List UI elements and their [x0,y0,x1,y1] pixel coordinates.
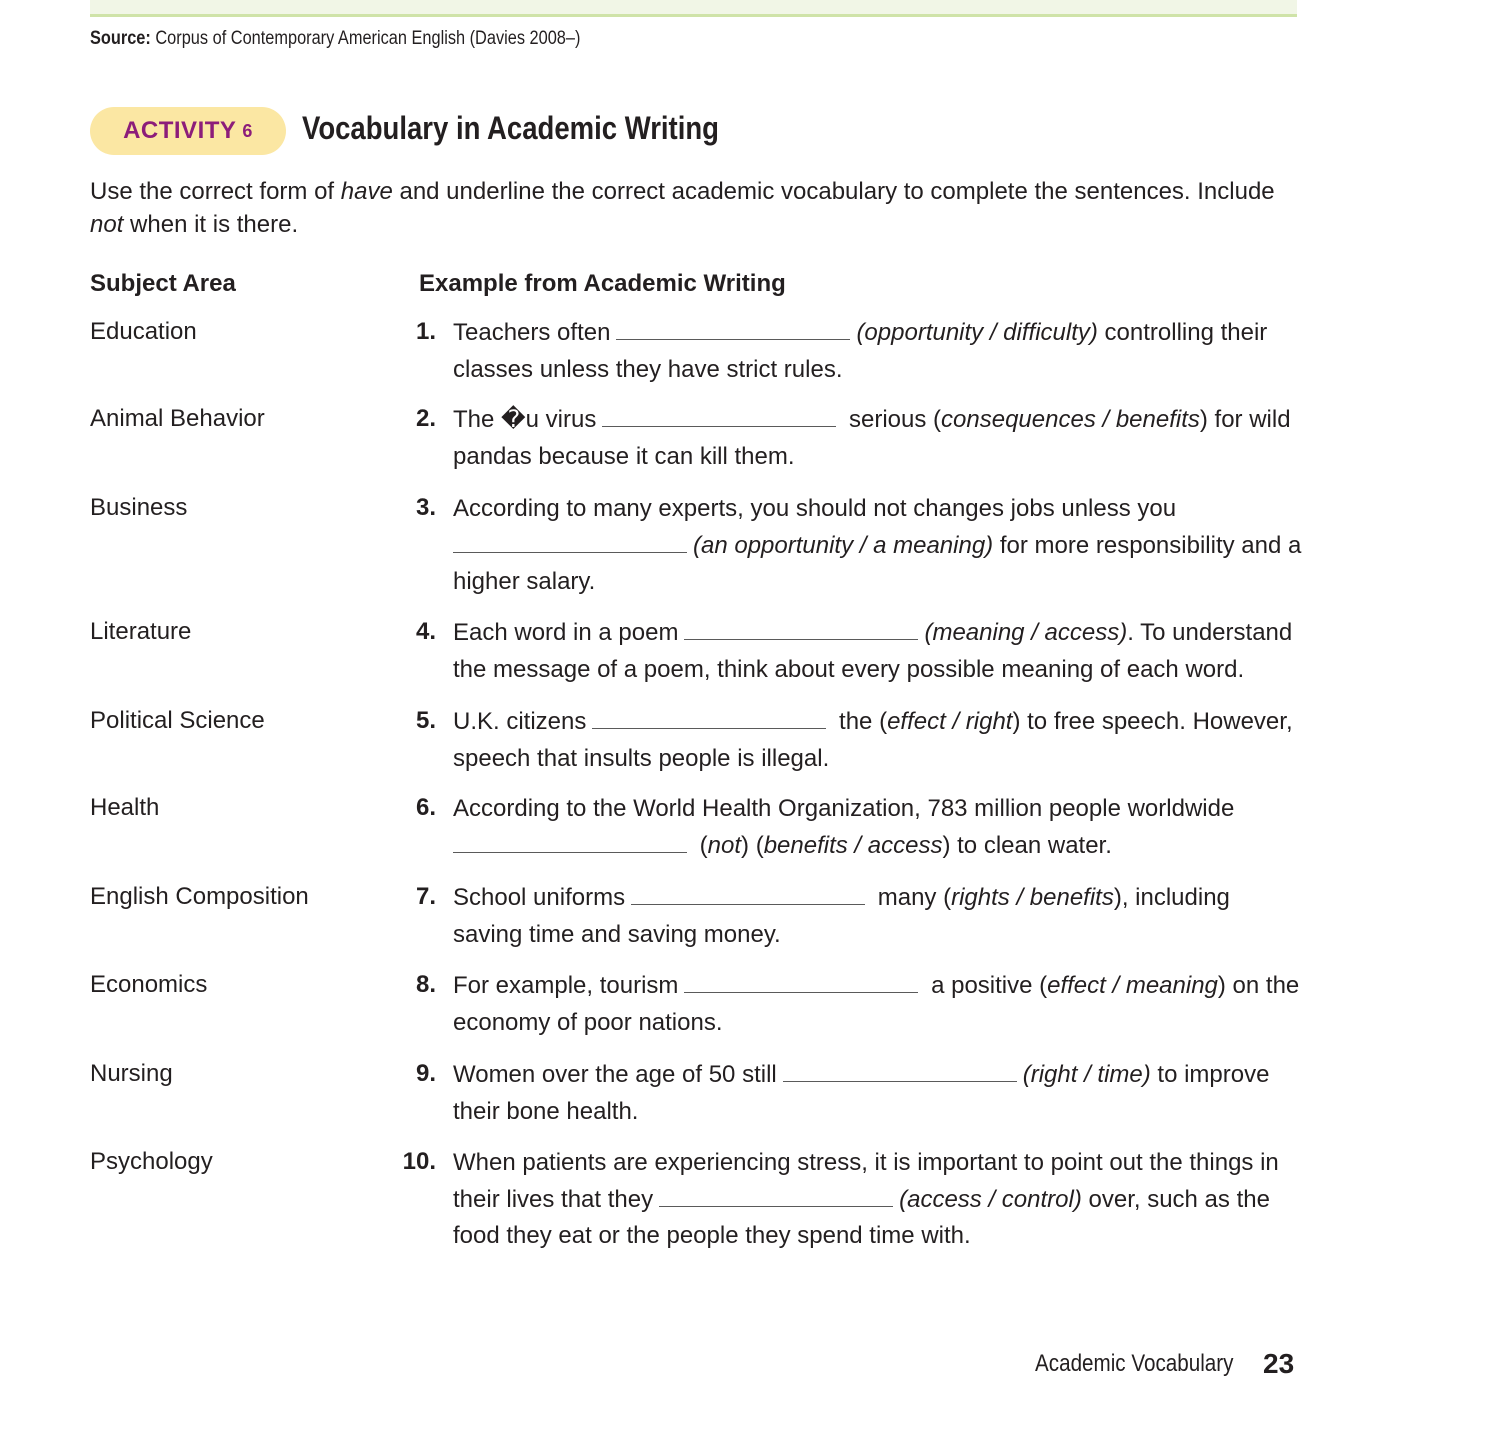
item-number: 9. [415,1060,436,1087]
exercise-item: The �u virus serious (consequences / benefits) for wild pandas because it can kill them. [453,402,1303,475]
word-options: rights / benefits [951,884,1114,911]
activity-title: Vocabulary in Academic Writing [302,110,719,146]
exercise-item: For example, tourism a positive (effect / meaning) on the economy of poor nations. [453,968,1303,1041]
exercise-item: U.K. citizens the (effect / right) to free speech. However, speech that insults people is illegal. [453,704,1303,777]
source-text: Corpus of Contemporary American English (Davies 2008–) [155,28,581,49]
instructions-text: Use the correct form of [90,178,341,205]
answer-blank[interactable] [631,880,865,905]
item-number: 7. [415,883,436,910]
answer-blank[interactable] [684,615,918,640]
subject-area: Health [90,794,160,821]
word-options: not [707,831,742,859]
exercise-item: According to the World Health Organization, 783 million people worldwide (not) (benefits / access) to clean water. [453,795,1235,859]
subject-area: Education [90,318,197,345]
word-options: consequences / benefits [941,406,1200,433]
word-options: (access / control) [899,1185,1082,1213]
instructions-text: and underline the correct academic vocabulary to complete the sentences. Include [392,178,1275,205]
subject-area: Nursing [90,1060,173,1087]
item-number: 3. [415,494,436,521]
subject-area: Psychology [90,1148,213,1175]
answer-blank[interactable] [659,1182,893,1207]
top-rule [90,0,1297,17]
subject-area: Business [90,494,188,521]
word-options: (meaning / access) [924,619,1128,646]
answer-blank[interactable] [616,315,850,340]
item-number: 4. [415,618,436,645]
subject-area: Economics [90,971,208,998]
activity-badge-label: ACTIVITY [123,117,237,144]
exercise-item: Teachers often (opportunity / difficulty) controlling their classes unless they have strict rules. [453,315,1303,388]
word-options: effect / right [887,708,1013,735]
exercise-item: When patients are experiencing stress, it is important to point out the things in their lives that they (access / control) over, such as the food they eat or the people they spend time with. [453,1149,1279,1249]
item-number: 1. [415,318,436,345]
word-options: effect / meaning [1047,972,1218,999]
word-options: (opportunity / difficulty) [856,319,1098,346]
activity-badge [90,107,286,155]
exercise-item: Each word in a poem (meaning / access). To understand the message of a poem, think about every possible meaning of each word. [453,615,1303,688]
instructions-have: have [340,178,393,205]
subject-area: Animal Behavior [90,405,265,432]
item-number: 8. [415,971,436,998]
activity-number: 6 [242,120,253,141]
item-number: 10. [402,1148,436,1175]
page-number: 23 [1263,1348,1295,1379]
exercise-item: Women over the age of 50 still (right / time) to improve their bone health. [453,1057,1303,1130]
footer-section-label: Academic Vocabulary [1035,1350,1234,1377]
exercise-item: According to many experts, you should not changes jobs unless you (an opportunity / a meaning) for more responsibility and a higher salary. [453,495,1302,595]
column-header-subject: Subject Area [90,270,236,297]
answer-blank[interactable] [592,704,826,729]
exercise-item: School uniforms many (rights / benefits), including saving time and saving money. [453,880,1303,953]
answer-blank[interactable] [453,828,687,853]
answer-blank[interactable] [783,1057,1017,1082]
answer-blank[interactable] [684,968,918,993]
subject-area: English Composition [90,883,309,910]
item-number: 6. [415,794,436,821]
source-label: Source: [90,28,151,49]
instructions [90,175,1310,241]
source-line [90,28,580,50]
column-header-example: Example from Academic Writing [419,270,786,297]
answer-blank[interactable] [453,528,687,553]
item-number: 5. [415,707,436,734]
answer-blank[interactable] [602,402,836,427]
instructions-not: not [90,211,124,238]
word-options: benefits / access [763,831,943,859]
word-options: (right / time) [1022,1061,1151,1088]
subject-area: Political Science [90,707,265,734]
word-options: (an opportunity / a meaning) [693,531,994,559]
instructions-text: when it is there. [123,211,299,238]
item-number: 2. [415,405,436,432]
subject-area: Literature [90,618,192,645]
